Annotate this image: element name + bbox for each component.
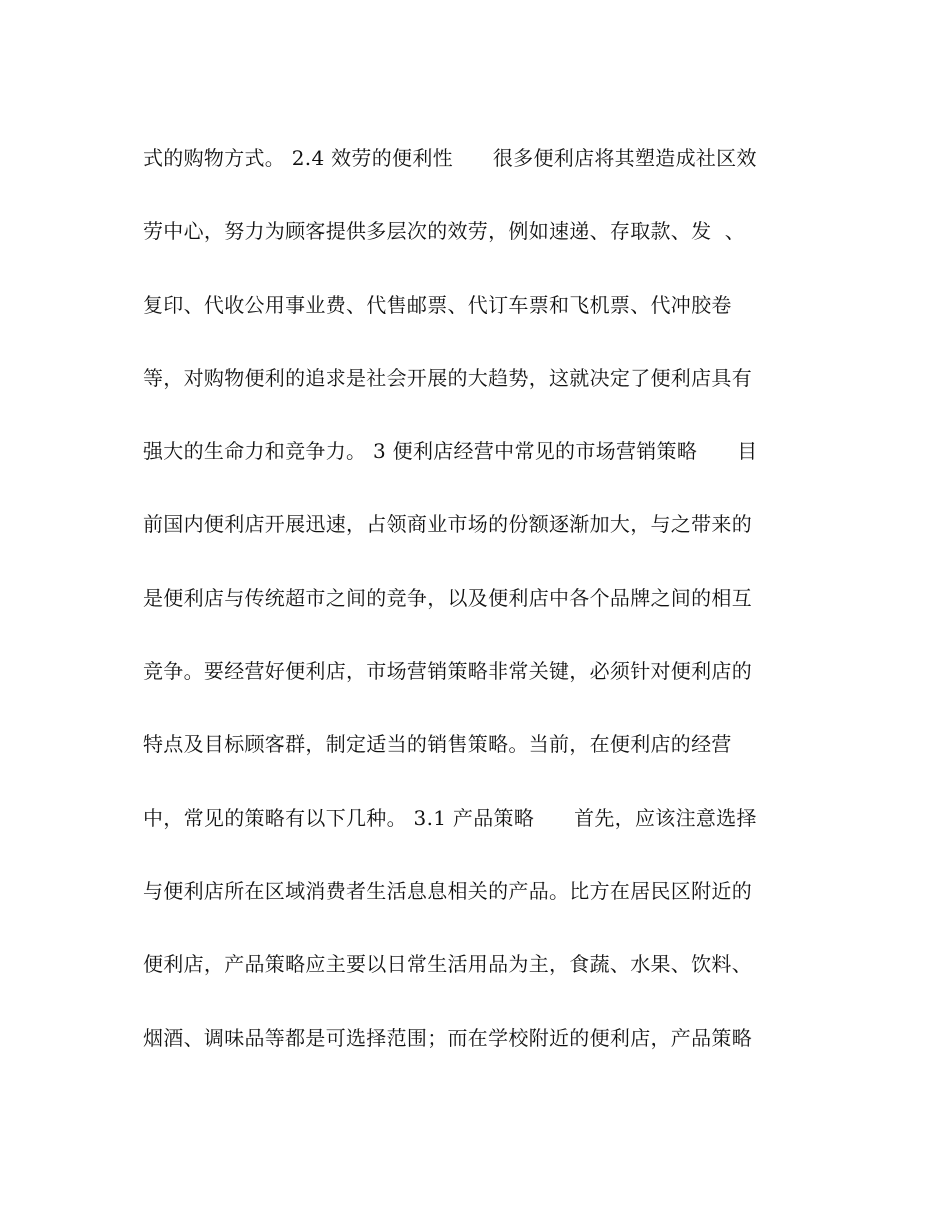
text-line: 烟酒、调味品等都是可选择范围；而在学校附近的便利店，产品策略	[143, 1025, 752, 1050]
text-line: 式的购物方式。 2.4 效劳的便利性 很多便利店将其塑造成社区效	[143, 146, 757, 170]
text-line: 特点及目标顾客群，制定适当的销售策略。当前，在便利店的经营	[143, 732, 732, 757]
text-line: 劳中心，努力为顾客提供多层次的效劳，例如速递、存取款、发 、	[143, 219, 746, 244]
text-line: 前国内便利店开展迅速，占领商业市场的份额逐渐加大，与之带来的	[143, 512, 752, 537]
text-line: 复印、代收公用事业费、代售邮票、代订车票和飞机票、代冲胶卷	[143, 292, 732, 317]
text-line: 竞争。要经营好便利店，市场营销策略非常关键，必须针对便利店的	[143, 659, 752, 684]
text-line: 强大的生命力和竞争力。 3 便利店经营中常见的市场营销策略 目	[143, 439, 758, 464]
body-text	[143, 138, 823, 1091]
text-line: 与便利店所在区域消费者生活息息相关的产品。比方在居民区附近的	[143, 878, 752, 903]
text-line: 中，常见的策略有以下几种。 3.1 产品策略 首先，应该注意选择	[143, 805, 757, 830]
text-line: 便利店，产品策略应主要以日常生活用品为主，食蔬、水果、饮料、	[143, 952, 752, 977]
text-line: 等，对购物便利的追求是社会开展的大趋势，这就决定了便利店具有	[143, 365, 752, 390]
text-line: 是便利店与传统超市之间的竞争，以及便利店中各个品牌之间的相互	[143, 585, 752, 610]
